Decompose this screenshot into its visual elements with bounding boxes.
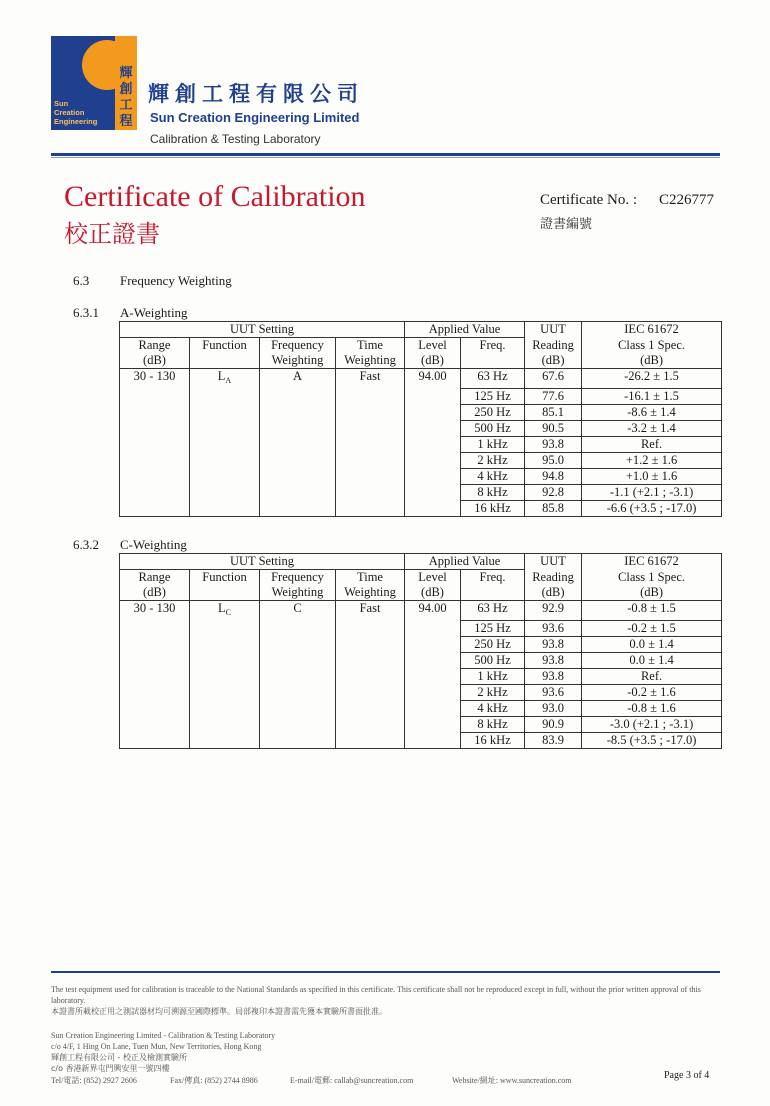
freq-value: 8 kHz — [461, 484, 525, 500]
blank-cell — [260, 404, 336, 420]
blank-cell — [405, 484, 461, 500]
spec-value: -0.2 ± 1.6 — [582, 684, 722, 700]
footer-email: E-mail/電郵: callab@suncreation.com — [290, 1076, 414, 1085]
blank-cell — [260, 620, 336, 636]
blank-cell — [190, 620, 260, 636]
blank-cell — [120, 700, 190, 716]
blank-cell — [405, 652, 461, 668]
certificate-number: C226777 — [659, 192, 715, 208]
freq-value: 63 Hz — [461, 601, 525, 621]
freq-value: 500 Hz — [461, 652, 525, 668]
uut-setting-header: UUT Setting — [120, 322, 405, 338]
blank-cell — [405, 388, 461, 404]
function-header: Function — [190, 338, 260, 354]
uut-header: UUT — [525, 322, 582, 338]
c-weighting-table — [119, 553, 722, 749]
function-symbol: L — [218, 601, 226, 615]
freq-value: 4 kHz — [461, 468, 525, 484]
spec-value: -3.0 (+2.1 ; -3.1) — [582, 716, 722, 732]
freq-value: 2 kHz — [461, 452, 525, 468]
blank-cell — [120, 684, 190, 700]
spec-value: -3.2 ± 1.4 — [582, 420, 722, 436]
blank-cell — [190, 500, 260, 516]
spec-value: -26.2 ± 1.5 — [582, 369, 722, 389]
footer-address-4: c/o 香港新界屯門興安里一號四樓 — [51, 1064, 170, 1073]
blank-cell — [120, 652, 190, 668]
page-title-cjk: 校正證書 — [64, 220, 160, 248]
blank-cell — [190, 404, 260, 420]
reading-value: 85.1 — [525, 404, 582, 420]
lab-name: Calibration & Testing Laboratory — [150, 132, 321, 146]
subsection-c-number: 6.3.2 — [73, 537, 99, 552]
freq-value: 250 Hz — [461, 404, 525, 420]
table-row — [120, 601, 722, 621]
blank-cell — [336, 388, 405, 404]
blank-cell — [120, 668, 190, 684]
footer-website: Website/網址: www.suncreation.com — [452, 1076, 572, 1085]
footer-address-2: c/o 4/F, 1 Hing On Lane, Tuen Mun, New Territories, Hong Kong — [51, 1042, 262, 1051]
spec-value: 0.0 ± 1.4 — [582, 652, 722, 668]
blank-cell — [120, 452, 190, 468]
blank-cell — [190, 668, 260, 684]
certificate-label: Certificate No. : — [540, 192, 638, 208]
blank-cell — [120, 388, 190, 404]
range-unit: (dB) — [120, 353, 190, 369]
blank-cell — [336, 484, 405, 500]
function-header: Function — [190, 570, 260, 586]
blank-cell — [405, 684, 461, 700]
blank-cell — [190, 388, 260, 404]
spec-value: -8.5 (+3.5 ; -17.0) — [582, 732, 722, 748]
footer-disclaimer-en: The test equipment used for calibration is traceable to the National Standards as specified in this certificate. This certificate shall not be reproduced except in full, without the prior written approval of this laboratory. — [51, 985, 701, 1005]
uut-header: UUT — [525, 554, 582, 570]
reading-value: 67.6 — [525, 369, 582, 389]
function-value — [190, 369, 260, 389]
freq-value: 4 kHz — [461, 700, 525, 716]
table-row — [120, 500, 722, 516]
freq-value: 250 Hz — [461, 636, 525, 652]
reading-value: 92.9 — [525, 601, 582, 621]
freq-header: Freq. — [461, 570, 525, 586]
table-row — [120, 420, 722, 436]
header-rule — [51, 153, 720, 156]
reading-unit: (dB) — [525, 353, 582, 369]
reading-value: 83.9 — [525, 732, 582, 748]
freq-value: 8 kHz — [461, 716, 525, 732]
footer-disclaimer-cjk: 本證書所載校正用之測試器材均可溯源至國際標準。局部複印本證書需先獲本實驗所書面批准。 — [51, 1007, 387, 1016]
blank-cell — [336, 668, 405, 684]
spec-value: -6.6 (+3.5 ; -17.0) — [582, 500, 722, 516]
blank-cell — [260, 436, 336, 452]
blank-cell — [120, 484, 190, 500]
blank-cell — [190, 436, 260, 452]
class-spec-header: Class 1 Spec. — [582, 338, 722, 354]
blank-cell — [260, 484, 336, 500]
blank-cell — [405, 700, 461, 716]
blank-cell — [260, 716, 336, 732]
reading-unit: (dB) — [525, 585, 582, 601]
table-row — [120, 484, 722, 500]
level-unit: (dB) — [405, 585, 461, 601]
table-row — [120, 388, 722, 404]
blank-cell — [336, 732, 405, 748]
table-row — [120, 732, 722, 748]
c-weighting-rows — [120, 601, 722, 749]
time-weighting-header-2: Weighting — [336, 353, 405, 369]
freq-weighting-header: Frequency — [260, 570, 336, 586]
freq-weighting-header: Frequency — [260, 338, 336, 354]
level-value: 94.00 — [405, 369, 461, 389]
range-header: Range — [120, 570, 190, 586]
reading-value: 90.9 — [525, 716, 582, 732]
spec-value: +1.2 ± 1.6 — [582, 452, 722, 468]
spec-value: -0.8 ± 1.5 — [582, 601, 722, 621]
reading-value: 90.5 — [525, 420, 582, 436]
level-value: 94.00 — [405, 601, 461, 621]
spec-value: Ref. — [582, 668, 722, 684]
blank-cell — [405, 732, 461, 748]
blank-cell — [260, 468, 336, 484]
company-name-en: Sun Creation Engineering Limited — [150, 110, 360, 125]
logo-cjk-text: 輝 創 工 程 — [119, 66, 133, 129]
spec-value: 0.0 ± 1.4 — [582, 636, 722, 652]
blank-cell — [120, 636, 190, 652]
blank-cell — [120, 420, 190, 436]
blank-cell — [120, 500, 190, 516]
blank-cell — [260, 668, 336, 684]
blank-cell — [190, 636, 260, 652]
blank-cell — [260, 684, 336, 700]
reading-value: 93.8 — [525, 668, 582, 684]
blank-cell — [405, 436, 461, 452]
page-number: Page 3 of 4 — [664, 1070, 710, 1081]
blank-cell — [405, 620, 461, 636]
range-value: 30 - 130 — [120, 601, 190, 621]
blank-cell — [190, 452, 260, 468]
reading-value: 93.0 — [525, 700, 582, 716]
blank-cell — [336, 436, 405, 452]
freq-value: 1 kHz — [461, 436, 525, 452]
spec-value: -8.6 ± 1.4 — [582, 404, 722, 420]
blank-cell — [336, 636, 405, 652]
blank-cell — [120, 404, 190, 420]
table-row — [120, 369, 722, 389]
spec-value: +1.0 ± 1.6 — [582, 468, 722, 484]
reading-value: 85.8 — [525, 500, 582, 516]
blank-cell — [336, 652, 405, 668]
function-symbol: L — [217, 369, 226, 383]
reading-value: 93.6 — [525, 684, 582, 700]
freq-weighting-header-2: Weighting — [260, 353, 336, 369]
blank-cell — [190, 652, 260, 668]
table-row — [120, 452, 722, 468]
reading-value: 93.8 — [525, 436, 582, 452]
footer-tel: Tel/電話: (852) 2927 2606 — [51, 1076, 137, 1085]
blank-cell — [405, 636, 461, 652]
spec-value: Ref. — [582, 436, 722, 452]
iec-header: IEC 61672 — [582, 322, 722, 338]
table-row — [120, 700, 722, 716]
blank-cell — [260, 732, 336, 748]
reading-value: 93.8 — [525, 652, 582, 668]
applied-value-header: Applied Value — [405, 322, 525, 338]
table-row — [120, 404, 722, 420]
footer-address-3: 輝創工程有限公司 - 校正及檢測實驗所 — [51, 1053, 187, 1062]
blank-cell — [190, 484, 260, 500]
blank-cell — [336, 684, 405, 700]
freq-value: 63 Hz — [461, 369, 525, 389]
blank-cell — [260, 652, 336, 668]
table-row — [120, 636, 722, 652]
reading-value: 77.6 — [525, 388, 582, 404]
page-title: Certificate of Calibration — [64, 180, 366, 213]
blank-cell — [405, 468, 461, 484]
blank-cell — [120, 732, 190, 748]
time-weighting-value: Fast — [336, 369, 405, 389]
blank-cell — [260, 452, 336, 468]
subsection-a-number: 6.3.1 — [73, 305, 99, 320]
reading-header: Reading — [525, 570, 582, 586]
blank-cell — [336, 500, 405, 516]
section-title: Frequency Weighting — [120, 273, 232, 288]
spec-value: -0.2 ± 1.5 — [582, 620, 722, 636]
spec-value: -16.1 ± 1.5 — [582, 388, 722, 404]
blank-cell — [336, 700, 405, 716]
reading-value: 95.0 — [525, 452, 582, 468]
range-unit: (dB) — [120, 585, 190, 601]
class-spec-unit: (dB) — [582, 585, 722, 601]
freq-weighting-value: C — [260, 601, 336, 621]
blank-cell — [260, 636, 336, 652]
reading-header: Reading — [525, 338, 582, 354]
freq-value: 2 kHz — [461, 684, 525, 700]
blank-cell — [260, 700, 336, 716]
table-row — [120, 436, 722, 452]
level-header: Level — [405, 570, 461, 586]
table-row — [120, 716, 722, 732]
blank-cell — [190, 468, 260, 484]
a-weighting-table — [119, 321, 722, 517]
table-row — [120, 468, 722, 484]
blank-cell — [190, 716, 260, 732]
footer-address-1: Sun Creation Engineering Limited - Calibration & Testing Laboratory — [51, 1031, 276, 1040]
freq-value: 125 Hz — [461, 388, 525, 404]
blank-cell — [190, 700, 260, 716]
blank-cell — [405, 420, 461, 436]
freq-weighting-header-2: Weighting — [260, 585, 336, 601]
range-value: 30 - 130 — [120, 369, 190, 389]
level-header: Level — [405, 338, 461, 354]
blank-cell — [336, 716, 405, 732]
freq-header: Freq. — [461, 338, 525, 354]
spec-value: -0.8 ± 1.6 — [582, 700, 722, 716]
iec-header: IEC 61672 — [582, 554, 722, 570]
freq-value: 125 Hz — [461, 620, 525, 636]
class-spec-header: Class 1 Spec. — [582, 570, 722, 586]
class-spec-unit: (dB) — [582, 353, 722, 369]
blank-cell — [405, 452, 461, 468]
freq-value: 500 Hz — [461, 420, 525, 436]
blank-cell — [260, 420, 336, 436]
logo-en-text: Sun Creation Engineering — [54, 99, 98, 126]
blank-cell — [336, 468, 405, 484]
function-subscript: A — [225, 376, 232, 385]
blank-cell — [336, 404, 405, 420]
blank-cell — [190, 420, 260, 436]
range-header: Range — [120, 338, 190, 354]
blank-cell — [120, 436, 190, 452]
applied-value-header: Applied Value — [405, 554, 525, 570]
freq-value: 16 kHz — [461, 732, 525, 748]
footer-rule — [51, 971, 720, 973]
blank-cell — [336, 452, 405, 468]
time-weighting-header: Time — [336, 338, 405, 354]
blank-cell — [260, 500, 336, 516]
level-unit: (dB) — [405, 353, 461, 369]
table-row — [120, 620, 722, 636]
blank-cell — [405, 500, 461, 516]
blank-cell — [336, 620, 405, 636]
certificate-label-cjk: 證書編號 — [540, 217, 593, 232]
reading-value: 92.8 — [525, 484, 582, 500]
section-number: 6.3 — [73, 273, 90, 288]
a-weighting-rows — [120, 369, 722, 517]
reading-value: 93.8 — [525, 636, 582, 652]
footer-fax: Fax/傳真: (852) 2744 8986 — [170, 1076, 258, 1085]
uut-setting-header: UUT Setting — [120, 554, 405, 570]
subsection-c-title: C-Weighting — [120, 537, 187, 552]
reading-value: 94.8 — [525, 468, 582, 484]
blank-cell — [120, 716, 190, 732]
company-name-cjk: 輝創工程有限公司 — [148, 82, 364, 106]
blank-cell — [405, 716, 461, 732]
function-value — [190, 601, 260, 621]
blank-cell — [190, 732, 260, 748]
blank-cell — [120, 620, 190, 636]
function-subscript: C — [225, 608, 231, 617]
table-row — [120, 668, 722, 684]
blank-cell — [120, 468, 190, 484]
subsection-a-title: A-Weighting — [120, 305, 188, 320]
reading-value: 93.6 — [525, 620, 582, 636]
freq-value: 16 kHz — [461, 500, 525, 516]
header-rule-thin — [51, 157, 720, 158]
blank-cell — [336, 420, 405, 436]
spec-value: -1.1 (+2.1 ; -3.1) — [582, 484, 722, 500]
table-row — [120, 684, 722, 700]
table-row — [120, 652, 722, 668]
blank-cell — [405, 404, 461, 420]
blank-cell — [190, 684, 260, 700]
freq-value: 1 kHz — [461, 668, 525, 684]
blank-cell — [405, 668, 461, 684]
time-weighting-value: Fast — [336, 601, 405, 621]
time-weighting-header-2: Weighting — [336, 585, 405, 601]
time-weighting-header: Time — [336, 570, 405, 586]
freq-weighting-value: A — [260, 369, 336, 389]
blank-cell — [260, 388, 336, 404]
